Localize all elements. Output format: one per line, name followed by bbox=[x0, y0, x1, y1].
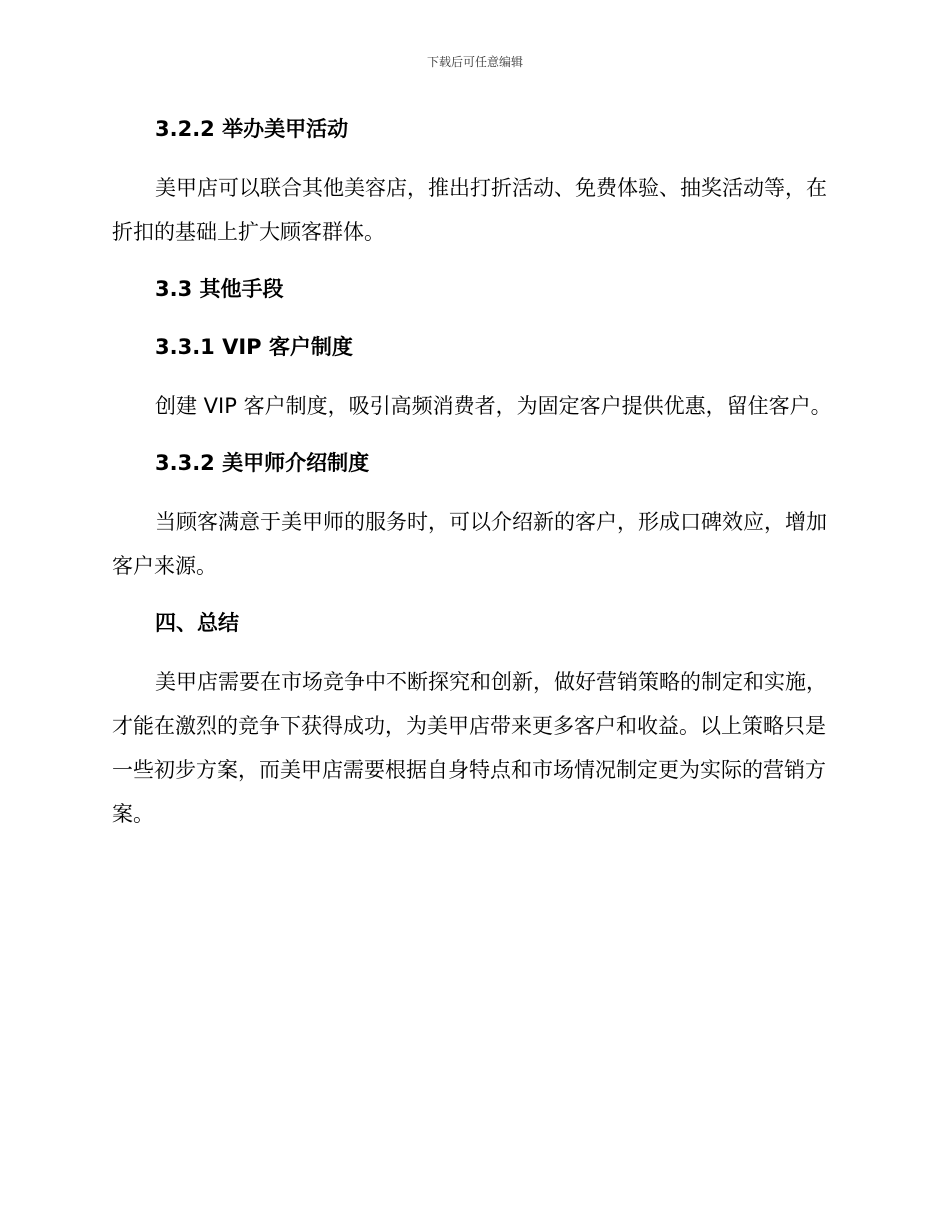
section-heading-3-2-2: 3.2.2 举办美甲活动 bbox=[155, 117, 349, 141]
paragraph-summary: 美甲店需要在市场竞争中不断探究和创新，做好营销策略的制定和实施，才能在激烈的竞争下获得成功，为美甲店带来更多客户和收益。以上策略只是一些初步方案，而美甲店需要根据自身特点和市场情况制定更为实际的营销方案。 bbox=[112, 670, 827, 826]
document-body bbox=[112, 108, 832, 850]
section-heading-3-3: 3.3 其他手段 bbox=[155, 277, 284, 301]
section-heading-summary: 四、总结 bbox=[155, 611, 239, 635]
paragraph-referral-system: 当顾客满意于美甲师的服务时，可以介绍新的客户，形成口碑效应，增加客户来源。 bbox=[112, 510, 827, 578]
paragraph-vip-system: 创建 VIP 客户制度，吸引高频消费者，为固定客户提供优惠，留住客户。 bbox=[155, 394, 832, 418]
paragraph-nail-activities: 美甲店可以联合其他美容店，推出打折活动、免费体验、抽奖活动等，在折扣的基础上扩大顾客群体。 bbox=[112, 176, 827, 244]
section-heading-3-3-2: 3.3.2 美甲师介绍制度 bbox=[155, 451, 370, 475]
page-header: 下载后可任意编辑 bbox=[426, 55, 523, 69]
section-heading-3-3-1: 3.3.1 VIP 客户制度 bbox=[155, 335, 353, 359]
